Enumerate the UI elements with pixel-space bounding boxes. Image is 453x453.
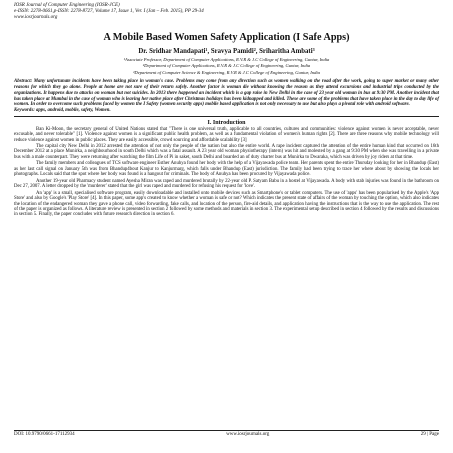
keywords: Keywords: apps, android, mobile, safety, Women. (14, 107, 111, 113)
paragraph-5: An 'app' is a small, specialised software program, easily downloadable and installed onto mobile devices such as Smartphone's or tablet computers. The use of 'apps' has been popularised by the Apple's 'App Store' and also by Google's 'Play Store' [4]. In this paper, some app's created to know whether a woman is safe or not? Which indicates the present state of affairs of the woman by touching the option, which also indicates the location of the endangered woman they gave a phone call, video forwarding, fake calls, and location of the person, fire-aid details, and application having the instructions that is the way to use the application. The rest of the paper is organized as follows. A literature review is presented in section 2 followed by some methods and materials in section 3. The experimental setup described in section 4 followed by the results and discussions in section 5. Finally, the paper concludes with future research direction in section 6. (14, 190, 439, 218)
section-heading-introduction: I. Introduction (207, 119, 246, 126)
journal-name: IOSR Journal of Computer Engineering (IOSR-JCE) (14, 3, 120, 8)
footer-page-number: 29 | Page (420, 432, 439, 437)
journal-issn: e-ISSN: 2278-0661,p-ISSN: 2278-8727, Volume 17, Issue 1, Ver. I (Jan – Feb. 2015), PP 29-34 (14, 9, 204, 15)
affiliation-3: ³Department of Computer Science & Engineering, R.V.R & J.C College of Engineering, Guntur, India (133, 69, 320, 75)
affiliations (14, 57, 439, 76)
paragraph-1: Ban Ki-Moon, the secretary general of United Nations stated that "There is one universal truth, applicable to all countries, cultures and communities: violence against women is never acceptable, never excusable, and never tolerable" [1]. Violence against women is a significant public health problem, as well as a fundamental violation of women's human rights [2]. There are three reasons why mobile technology will reduce violence against women in public places. They are easily accessible, crowd sourcing and affordable scalability [3] (14, 126, 439, 143)
abstract: Abstract: Many unfortunate incidents have been taking place in woman's case. Problems may come from any direction such as women walking on the road after the work, going to super market or many other reasons for which they go alone. People at home are not sure of their return safely. Another factor is woman die without knowing the reason as they attend excursions and industrial trips conducted by the organizations. It happens due to attacks on woman but not suicides. In 2013 there happened an incident which is a gap raise in New Delhi in the case of 23 year old woman in bus at 9:30 PM. Another incident that has taken place at Mumbai in the case of woman who is leaving her native place after Christmas holidays has been kidnapped and killed. These are some of the problems that have taken place in the day to day life of women. In order to overcome such problems faced by women the I Safety (women security apps) mobile based application is not only necessary to use but also plays a pivotal role with android software. (14, 79, 439, 108)
paragraph-4: Another 19-year old Pharmacy student named Ayesha Miran was raped and murdered brutally by 22-year old P. Satyam Babu in a hostel at Vijayawada. A body with stab injuries was found in the bathroom on Dec 27, 2007. A letter dropped by the 'murderer' stated that the girl was raped and murdered for refusing his request for 'love'. (14, 178, 439, 190)
footer-url[interactable]: www.iosrjournals.org (226, 432, 270, 437)
divider (14, 116, 439, 117)
footer-doi: DOI: 10.9790/0661-17112934 (14, 432, 75, 437)
paper-authors: Dr. Sridhar Mandapati¹, Sravya Pamidi², Sriharitha Ambati³ (138, 47, 315, 55)
paragraph-3: The family members and colleagues of TCS software engineer Esther Anuhya found her body with the help of a Vijayawada police team. Her parents spent the entire Thursday looking for her in Bhandup (East) as her last call signal on January 5th was from Bhandup4bout Kanjur to Kanjurmarg, which falls under Bhandup (East) jurisdiction. The family had been trying to trace her where about by showing the locals her photographs. Locals said that the spot where her body was found is a hangout for criminals. The body of Anuhya has been procured by Vijayawada police. (14, 161, 439, 178)
affiliation-1: ¹Associate Professor, Department of Computer Applications, R.V.R & J.C College of Engineering, Guntur, India (123, 56, 330, 62)
affiliation-2: ²Department of Computer Applications, R.V.R & J.C College of Engineering, Guntur, India (142, 63, 311, 69)
journal-url[interactable]: www.iosrjournals.org (14, 15, 58, 21)
paragraph-2: The capital city New Delhi in 2012 arrested the attention of not only the people of the nation but also the entire world. A rape incident captured the attention of the entire human kind that occurred on 16th December 2012 at a place Munirka, a neighbourhood in south Delhi which was a fatal assault. A 23 year old woman physiotherapy (intern) was hit and molested by a gang at 9:30 PM when she was travelling in a private bus with a male counterpart. They were returning after watching the film Life of Pi in saket, south Delhi and boarded an of duty charter bus at Munirka to Dwaraka, which was driven by joy riders at that time. (14, 143, 439, 160)
paper-title: A Mobile Based Women Safety Application (I Safe Apps) (103, 31, 350, 43)
page-footer (14, 430, 439, 437)
journal-header (14, 3, 439, 22)
